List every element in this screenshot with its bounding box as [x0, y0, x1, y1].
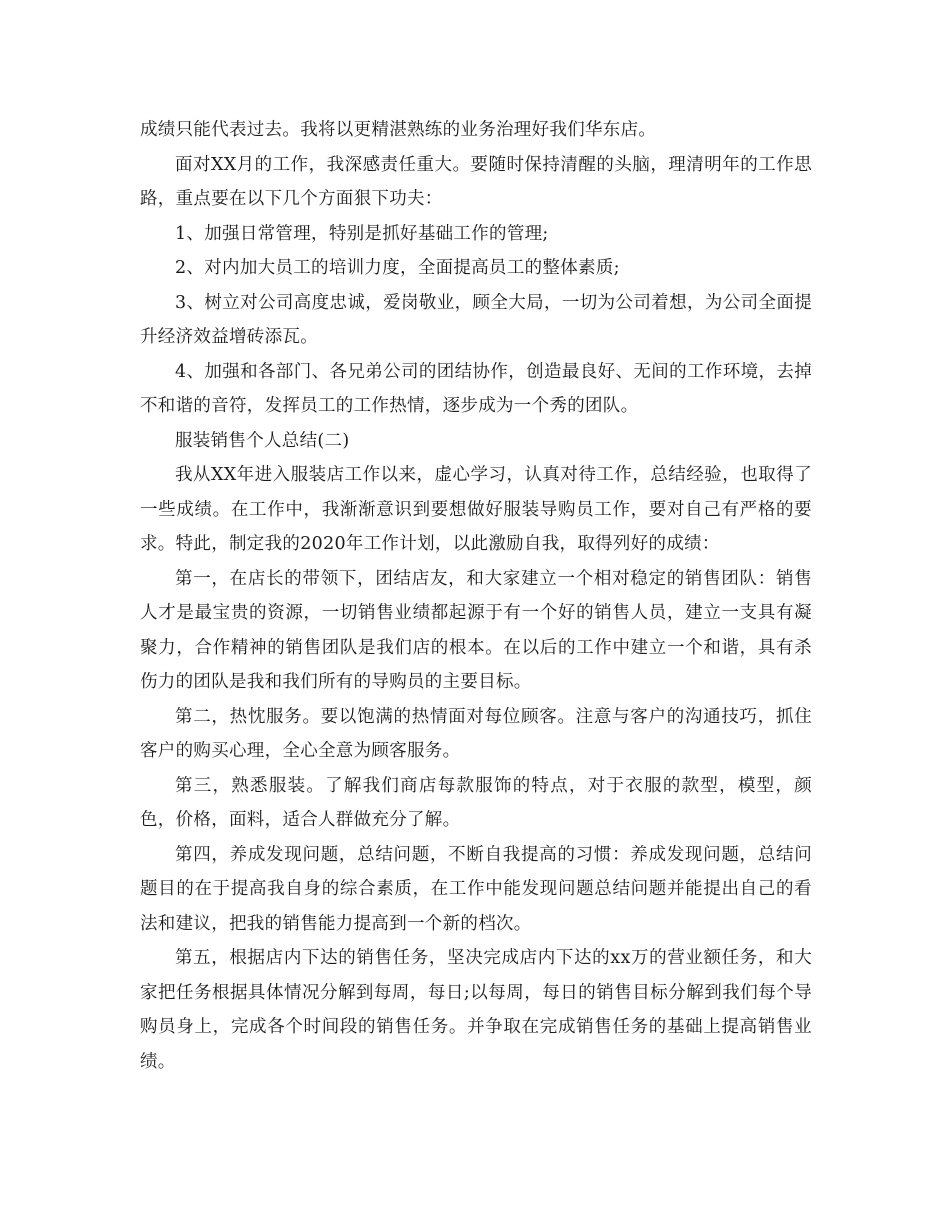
point-third: 第三，熟悉服装。了解我们商店每款服饰的特点，对于衣服的款型，模型，颜色，价格，面料，适合人群做充分了解。 [140, 775, 812, 830]
section-heading: 服装销售个人总结(二) [175, 430, 350, 451]
point-fourth: 第四，养成发现问题，总结问题，不断自我提高的习惯：养成发现问题，总结问题目的在于提高我自身的综合素质，在工作中能发现问题总结问题并能提出自己的看法和建议，把我的销售能力提高到一个新的档次。 [140, 844, 812, 934]
list-item-2: 2、对内加大员工的培训力度，全面提高员工的整体素质; [175, 258, 620, 278]
list-item-1: 1、加强日常管理，特别是抓好基础工作的管理; [175, 223, 549, 244]
point-fifth: 第五，根据店内下达的销售任务，坚决完成店内下达的xx万的营业额任务，和大家把任务根据具体情况分解到每周，每日;以每周，每日的销售目标分解到我们每个导购员身上，完成各个时间段的销售任务。并争取在完成销售任务的基础上提高销售业绩。 [140, 948, 812, 1072]
list-item-3: 3、树立对公司高度忠诚，爱岗敬业，顾全大局，一切为公司着想，为公司全面提升经济效益增砖添瓦。 [140, 292, 812, 347]
point-second: 第二，热忱服务。要以饱满的热情面对每位顾客。注意与客户的沟通技巧，抓住客户的购买心理，全心全意为顾客服务。 [140, 706, 812, 761]
list-item-4: 4、加强和各部门、各兄弟公司的团结协作，创造最良好、无间的工作环境，去掉不和谐的音符，发挥员工的工作热情，逐步成为一个秀的团队。 [140, 361, 812, 416]
paragraph-2: 面对XX月的工作，我深感责任重大。要随时保持清醒的头脑，理清明年的工作思路，重点要在以下几个方面狠下功夫： [140, 154, 812, 209]
paragraph-1: 成绩只能代表过去。我将以更精湛熟练的业务治理好我们华东店。 [140, 120, 657, 140]
paragraph-intro: 我从XX年进入服装店工作以来，虚心学习，认真对待工作，总结经验，也取得了一些成绩。在工作中，我渐渐意识到要想做好服装导购员工作，要对自己有严格的要求。特此，制定我的2020年工作计划，以此激励自我，取得列好的成绩： [140, 465, 812, 554]
document-body [140, 113, 812, 1079]
point-first: 第一，在店长的带领下，团结店友，和大家建立一个相对稳定的销售团队：销售人才是最宝贵的资源，一切销售业绩都起源于有一个好的销售人员，建立一支具有凝聚力，合作精神的销售团队是我们店的根本。在以后的工作中建立一个和谐，具有杀伤力的团队是我和我们所有的导购员的主要目标。 [140, 568, 812, 692]
